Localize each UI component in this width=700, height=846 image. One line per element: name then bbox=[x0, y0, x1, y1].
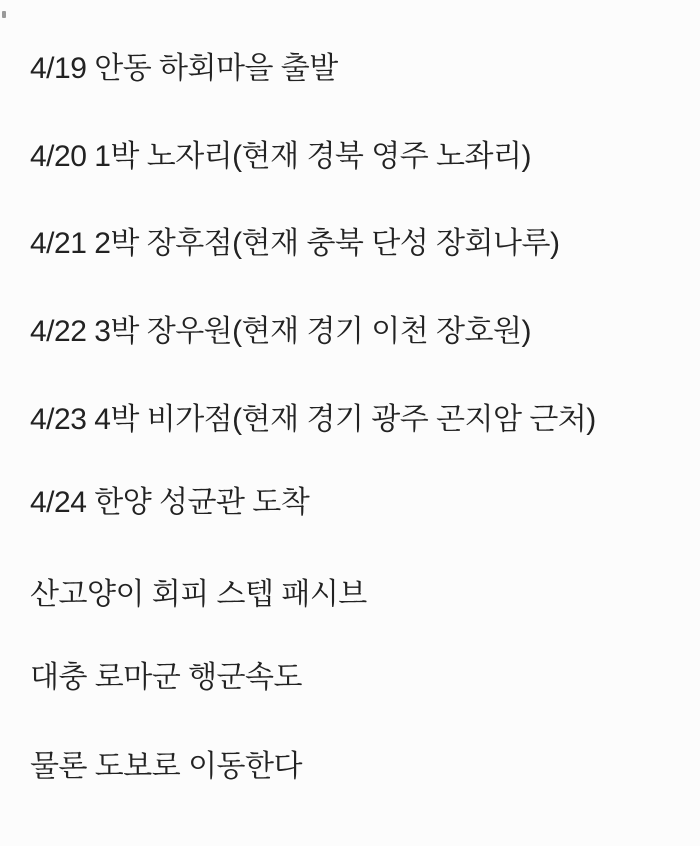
itinerary-entry-depart: 4/19 안동 하회마을 출발 bbox=[30, 52, 338, 85]
itinerary-entry-night1: 4/20 1박 노자리(현재 경북 영주 노좌리) bbox=[30, 140, 531, 173]
itinerary-entry-night3: 4/22 3박 장우원(현재 경기 이천 장호원) bbox=[30, 315, 531, 348]
itinerary-entry-night2: 4/21 2박 장후점(현재 충북 단성 장회나루) bbox=[30, 227, 560, 260]
image-artifact-speck bbox=[2, 11, 6, 18]
itinerary-entry-arrive: 4/24 한양 성균관 도착 bbox=[30, 486, 310, 519]
itinerary-entry-night4: 4/23 4박 비가점(현재 경기 광주 곤지암 근처) bbox=[30, 403, 596, 436]
comment-line-2: 대충 로마군 행군속도 bbox=[30, 661, 302, 694]
comment-line-3: 물론 도보로 이동한다 bbox=[30, 750, 302, 783]
comment-line-1: 산고양이 회피 스텝 패시브 bbox=[30, 578, 367, 611]
